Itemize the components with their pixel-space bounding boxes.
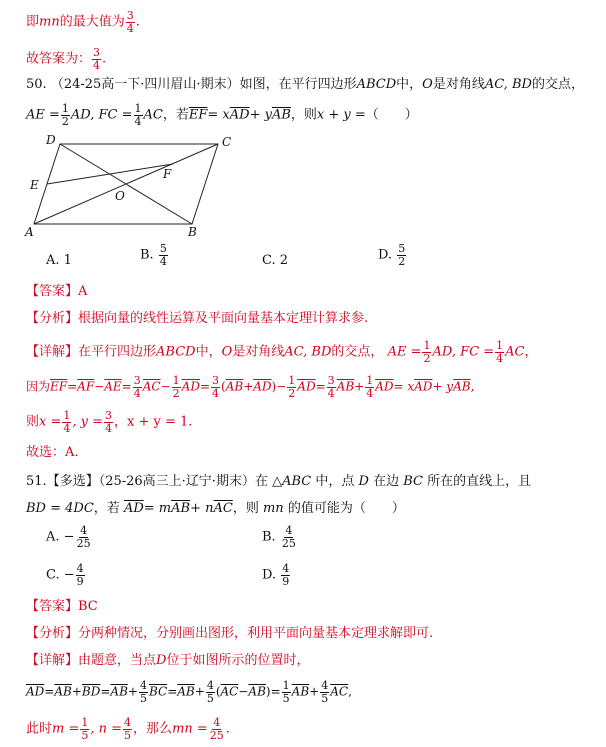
q51-option-b[interactable]: B. $\frac{4}{25}$ [262,524,296,550]
label-a: A [25,225,34,239]
q50-option-a[interactable]: A. 1 [46,253,72,268]
segment-ef [47,164,173,184]
q51-equation: $\overline{AD}=\overline{AB}+\overline{BD}=\overline{AB}+$ $\frac{4}{5}$ $\overline{BC}=\overline{AB}+$ $\frac{4}{5}$ $(\overline{AC}-\overline{AB})=$ $\frac{1}{5}$ $\overline{AB}+$ $\frac{4}{5}$ $\overline{AC}$, [26,679,352,705]
q50-detail: 【详解】在平行四边形ABCD中，O是对角线AC, BD的交点， AE = $\frac{1}{2}$ AD, FC = $\frac{1}{4}$ AC， [26,339,538,365]
label-e: E [30,178,39,192]
math-mn: mn [39,14,60,30]
q51-stem: 51.【多选】（25-26高三上·辽宁·期末）在 △ABC 中，点 D 在边 BC 所在的直线上，且 [26,474,532,489]
label-o: O [115,189,125,203]
text: 即 [26,14,40,30]
fraction: $\frac{3}{4}$ [126,9,134,35]
conclusion-line: 即mn的最大值为 $\frac{3}{4}$ . [26,9,140,35]
q50-option-b[interactable]: B. $\frac{5}{4}$ [140,242,167,268]
q50-option-d[interactable]: D. $\frac{5}{2}$ [378,242,406,268]
q50-then: 则x = $\frac{1}{4}$ , y = $\frac{3}{4}$ ，x + y = 1. [26,409,193,435]
q51-last: 此时m = $\frac{1}{5}$ , n = $\frac{4}{5}$ ，那么mn = $\frac{4}{25}$ . [26,716,230,742]
q50-answer: 【答案】A [26,284,88,299]
diagonal-bd [60,144,192,224]
q50-condition: AE = $\frac{1}{2}$ AD, FC = $\frac{1}{4}$ AC，若$\overline{EF}= x\overline{AD}+ y\overline{AB}$，则x + y =（ ） [26,102,418,128]
q51-answer: 【答案】BC [26,599,98,614]
q51-detail: 【详解】由题意，当点D位于如图所示的位置时， [26,653,310,668]
q50-option-c[interactable]: C. 2 [262,253,289,268]
parallelogram-figure [20,132,230,238]
q50-analysis: 【分析】根据向量的线性运算及平面向量基本定理计算求参. [26,311,369,326]
q51-condition: BD = 4DC，若 $\overline{AD}= m\overline{AB}+ n\overline{AC}$，则 mn 的值可能为（ ） [26,501,405,516]
q51-option-a[interactable]: A. − $\frac{4}{25}$ [46,524,91,550]
answer-line: 故答案为： $\frac{3}{4}$ . [26,46,107,72]
label-c: C [222,135,232,149]
q51-option-c[interactable]: C. − $\frac{4}{9}$ [46,562,84,588]
q50-because-equation: 因为$\overline{EF}=\overline{AF}-\overline{AE}=$ $\frac{3}{4}$ $\overline{AC}-$ $\frac{1}{2}$ $\overline{AD}=$ $\frac{3}{4}$ $(\overline{AB}+\overline{AD})-$ $\frac{1}{2}$ $\overline{AD}=$ $\frac{3}{4}$ $\overline{AB}+$ $\frac{1}{4}$ $\overline{AD}= x\overline{AD}+ y\overline{AB}$, [26,374,475,400]
q51-option-d[interactable]: D. $\frac{4}{9}$ [262,562,290,588]
q50-stem: 50. （24-25高一下·四川眉山·期末）如图，在平行四边形ABCD中，O是对角线AC, BD的交点， [26,77,584,92]
q51-analysis: 【分析】分两种情况，分别画出图形，利用平面向量基本定理求解即可. [26,626,434,641]
label-f: F [163,167,172,181]
text: 的最大值为 [59,14,125,30]
fraction: $\frac{3}{4}$ [93,46,101,72]
q50-choose: 故选：A. [26,445,79,460]
label-d: D [46,133,56,147]
label-b: B [188,225,197,239]
